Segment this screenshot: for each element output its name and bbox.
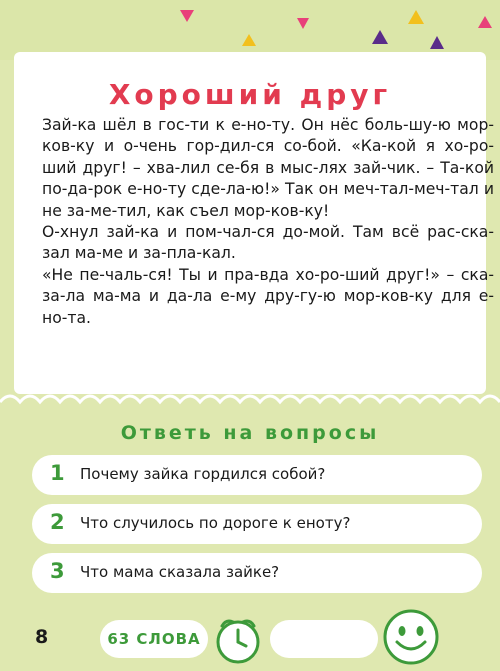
question-text: Почему зайка гордился собой?: [80, 465, 326, 483]
question-number: 1: [50, 461, 65, 485]
story-paragraph: О-хнул зай-ка и пом-чал-ся до-мой. Там всё рас-ска-зал ма-ме и за-пла-кал.: [42, 223, 494, 263]
story-paragraph: Зай-ка шёл в гос-ти к е-но-ту. Он нёс боль-шу-ю мор-ков-ку и о-чень гор-дил-ся со-бой. «Ка-кой я хо-ро-ший друг! – хва-лил се-бя в мыс-лях зай-чик. – Та-кой по-да-рок е-но-ту сде-ла-ю!» Так он меч-тал-меч-тал и не за-ме-тил, как съел мор-ков-ку!: [42, 116, 494, 220]
smiley-icon: [380, 606, 442, 668]
word-count-badge: 63 СЛОВА: [100, 620, 208, 658]
question-text: Что мама сказала зайке?: [80, 563, 280, 581]
story-title: Хороший друг: [108, 78, 392, 111]
page-number: 8: [35, 626, 49, 648]
confetti-triangle: [372, 30, 388, 44]
confetti-triangle: [297, 18, 309, 29]
confetti-triangle: [478, 16, 492, 28]
question-text: Что случилось по дороге к еноту?: [80, 514, 351, 532]
questions-heading: Ответь на вопросы: [120, 422, 380, 444]
confetti-triangle: [408, 10, 424, 24]
story-paragraph: «Не пе-чаль-ся! Ты и пра-вда хо-ро-ший друг!» – ска-за-ла ма-ма и да-ла е-му дру-гу-ю мор-ков-ку для е-но-та.: [42, 265, 494, 327]
question-item: [32, 455, 482, 495]
scalloped-divider: [0, 388, 500, 414]
question-item: [32, 553, 482, 593]
story-text: [42, 115, 494, 329]
confetti-triangle: [242, 34, 256, 46]
reading-time-field[interactable]: [270, 620, 378, 658]
clock-icon: [212, 614, 264, 666]
confetti-triangle: [180, 10, 194, 22]
top-decoration: [0, 0, 500, 60]
question-item: [32, 504, 482, 544]
question-number: 2: [50, 510, 65, 534]
confetti-triangle: [430, 36, 444, 49]
question-number: 3: [50, 559, 65, 583]
